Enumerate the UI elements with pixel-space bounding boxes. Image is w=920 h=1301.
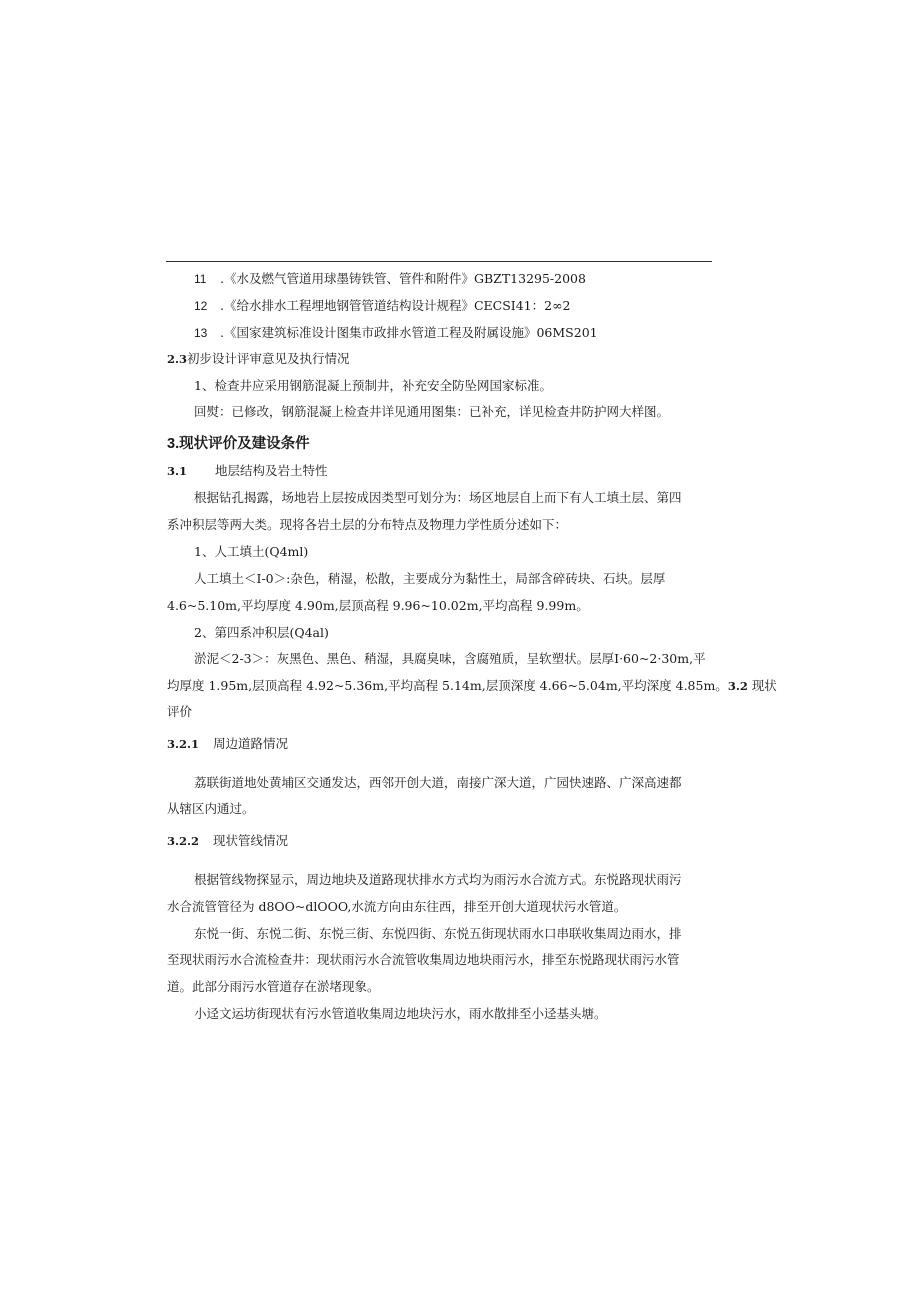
alluvium-heading: 2、第四系冲积层(Q4al)	[194, 625, 329, 640]
alluvium-line-3: 评价	[167, 704, 193, 719]
section-number: 3.2.1	[167, 737, 200, 751]
chapter-title: 现状评价及建设条件	[179, 436, 310, 452]
review-opinion: 1、检查井应采用钢筋混凝上预制井，补充安全防坠网国家标准。	[194, 378, 552, 393]
intro-line-2: 系冲积层等两大类。现将各岩土层的分布特点及物理力学性质分述如下：	[167, 517, 568, 532]
road-line-1: 荔联街道地处黄埔区交通发达，西邻开创大道，南接广深大道，广园快速路、广深高速都	[194, 775, 682, 790]
chapter-3-heading	[167, 436, 310, 452]
reference-item-11	[167, 271, 586, 287]
reference-text: .《国家建筑标准设计图集市政排水管道工程及附属设施》06MS201	[220, 325, 598, 340]
section-number: 2.3	[167, 352, 188, 366]
alluvium-line-2-text: 均厚度 1.95m,层顶高程 4.92~5.36m,平均高程 5.14m,层顶深度 4.66~5.04m,平均深度 4.85m。	[167, 678, 728, 693]
fill-heading: 1、人工填土(Q4ml)	[194, 544, 309, 559]
reference-text: .《水及燃气管道用球墨铸铁管、管件和附件》GBZT13295-2008	[220, 271, 586, 286]
section-3-2-number: 3.2	[727, 679, 748, 693]
alluvium-line-2	[167, 678, 777, 694]
reference-item-12	[167, 298, 570, 314]
header-rule	[166, 261, 712, 262]
section-2-3-heading	[167, 351, 350, 367]
fill-line-2: 4.6~5.10m,平均厚度 4.90m,层顶高程 9.96~10.02m,平均高程 9.99m。	[167, 598, 589, 613]
road-line-2: 从辖区内通过。	[167, 801, 255, 816]
pipe-line-5: 道。此部分雨污水管道存在淤堵现象。	[167, 979, 380, 994]
pipe-line-3: 东悦一街、东悦二街、东悦三街、东悦四街、东悦五街现状雨水口串联收集周边雨水，排	[194, 926, 682, 941]
section-3-2-1-heading	[167, 736, 288, 752]
alluvium-line-1: 淤泥＜2-3＞：灰黑色、黑色、稍湿，具腐臭味，含腐殖质，呈软塑状。层厚Ⅰ·60~2·30m,平	[194, 651, 706, 666]
intro-line-1: 根据钻孔揭露，场地岩上层按成因类型可划分为：场区地层自上而下有人工填土层、第四	[194, 490, 682, 505]
section-3-1-heading	[167, 463, 328, 479]
section-title: 周边道路情况	[213, 736, 289, 751]
reference-number: 11	[194, 272, 207, 286]
section-title: 地层结构及岩土特性	[215, 463, 328, 478]
review-reply: 回熨：已修改，钢筋混凝上检查井详见通用图集：已补充，详见检查井防护网大样图。	[194, 404, 670, 419]
section-title: 现状管线情况	[213, 833, 289, 848]
reference-text: .《给水排水工程埋地钢管管道结构设计规程》CECSI41：2∞2	[220, 298, 571, 313]
section-3-2-2-heading	[167, 833, 288, 849]
section-number: 3.1	[167, 464, 188, 478]
pipe-line-2: 水合流管管径为 d8OO~dlOOO,水流方向由东往西，排至开创大道现状污水管道。	[167, 899, 627, 914]
reference-number: 13	[194, 326, 208, 340]
fill-line-1: 人工填土＜Ⅰ-0＞:杂色，稍湿，松散，主要成分为黏性土，局部含碎砖块、石块。层厚	[194, 571, 666, 586]
pipe-line-4: 至现状雨污水合流检查井：现状雨污水合流管收集周边地块雨污水，排至东悦路现状雨污水管	[167, 952, 680, 967]
section-title: 初步设计评审意见及执行情况	[187, 351, 350, 366]
section-3-2-title: 现状	[747, 678, 777, 693]
chapter-number: 3.	[167, 436, 180, 452]
reference-item-13	[167, 325, 598, 341]
section-number: 3.2.2	[167, 834, 200, 848]
reference-number: 12	[194, 299, 208, 313]
pipe-line-6: 小迳文运坊街现状有污水管道收集周边地块污水，雨水散排至小迳基头塘。	[194, 1006, 607, 1021]
pipe-line-1: 根据管线物探显示，周边地块及道路现状排水方式均为雨污水合流方式。东悦路现状雨污	[194, 872, 682, 887]
